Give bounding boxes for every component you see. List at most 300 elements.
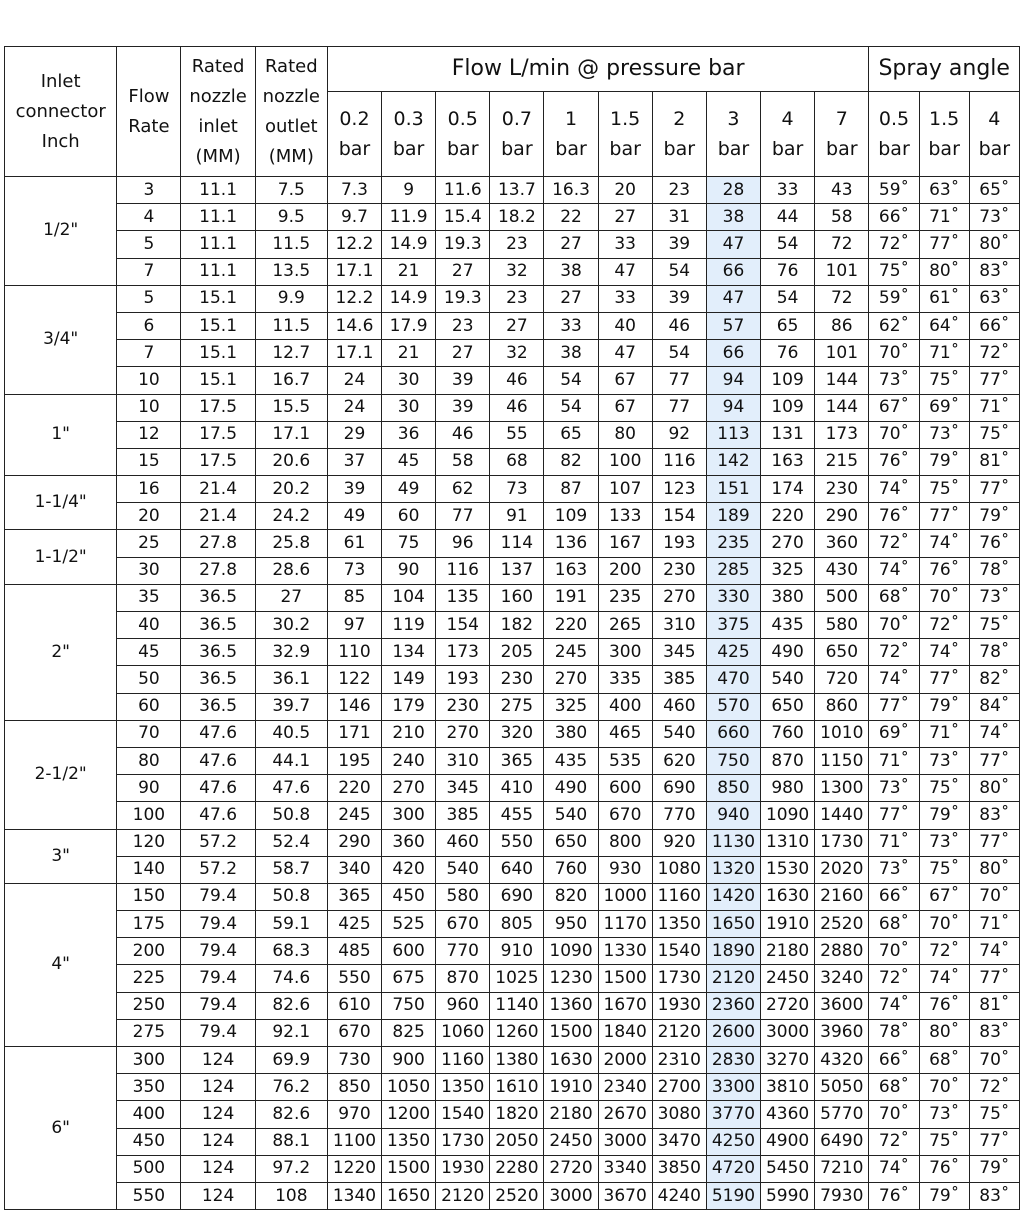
spray-angle-cell: 70˚	[869, 340, 919, 367]
spray-angle-cell: 82˚	[969, 666, 1019, 693]
flow-cell: 1910	[544, 1074, 598, 1101]
flow-cell: 29	[327, 421, 381, 448]
rated-outlet-cell: 50.8	[255, 802, 327, 829]
flow-cell: 1230	[544, 965, 598, 992]
spray-angle-cell: 72˚	[919, 938, 969, 965]
spray-angle-cell: 70˚	[919, 1074, 969, 1101]
flow-cell: 2180	[761, 938, 815, 965]
rated-outlet-cell: 28.6	[255, 557, 327, 584]
flow-cell: 90	[382, 557, 436, 584]
spray-angle-cell: 79˚	[919, 448, 969, 475]
header-spray-pressure: 1.5 bar	[919, 92, 969, 177]
spray-angle-cell: 70˚	[969, 883, 1019, 910]
flow-cell: 540	[436, 856, 490, 883]
rated-inlet-cell: 124	[181, 1047, 255, 1074]
flow-cell: 800	[598, 829, 652, 856]
flow-cell: 32	[490, 258, 544, 285]
flow-cell: 109	[544, 503, 598, 530]
rated-inlet-cell: 15.1	[181, 312, 255, 339]
flow-cell: 420	[382, 856, 436, 883]
flow-cell: 191	[544, 584, 598, 611]
flow-cell: 3080	[652, 1101, 706, 1128]
flow-cell: 163	[761, 448, 815, 475]
flow-cell: 44	[761, 204, 815, 231]
spray-angle-cell: 75˚	[919, 476, 969, 503]
flow-cell: 310	[436, 747, 490, 774]
spray-angle-cell: 80˚	[969, 856, 1019, 883]
flow-cell: 720	[815, 666, 869, 693]
spray-angle-cell: 84˚	[969, 693, 1019, 720]
flow-cell: 109	[761, 367, 815, 394]
flow-cell: 770	[436, 938, 490, 965]
spray-angle-cell: 67˚	[919, 883, 969, 910]
spray-angle-cell: 80˚	[919, 1019, 969, 1046]
flow-cell: 27	[598, 204, 652, 231]
rated-outlet-cell: 74.6	[255, 965, 327, 992]
flow-cell: 77	[436, 503, 490, 530]
flow-cell: 340	[327, 856, 381, 883]
flow-cell: 72	[815, 231, 869, 258]
flow-cell: 4720	[706, 1155, 760, 1182]
flow-rate-cell: 450	[117, 1128, 181, 1155]
table-row	[5, 1101, 1020, 1128]
rated-outlet-cell: 16.7	[255, 367, 327, 394]
flow-cell: 5450	[761, 1155, 815, 1182]
table-row	[5, 503, 1020, 530]
flow-cell: 760	[544, 856, 598, 883]
flow-cell: 425	[706, 639, 760, 666]
flow-cell: 270	[652, 584, 706, 611]
table-row	[5, 856, 1020, 883]
flow-cell: 3960	[815, 1019, 869, 1046]
flow-cell: 27	[436, 340, 490, 367]
spray-angle-cell: 72˚	[869, 530, 919, 557]
flow-cell: 345	[436, 775, 490, 802]
spray-angle-cell: 80˚	[969, 775, 1019, 802]
flow-cell: 36	[382, 421, 436, 448]
flow-cell: 270	[544, 666, 598, 693]
flow-cell: 1420	[706, 883, 760, 910]
flow-cell: 72	[815, 285, 869, 312]
flow-cell: 13.7	[490, 177, 544, 204]
table-row	[5, 394, 1020, 421]
flow-cell: 465	[598, 720, 652, 747]
flow-cell: 11.9	[382, 204, 436, 231]
flow-cell: 21	[382, 258, 436, 285]
spray-angle-cell: 75˚	[919, 775, 969, 802]
flow-cell: 490	[761, 639, 815, 666]
rated-inlet-cell: 11.1	[181, 204, 255, 231]
flow-cell: 1025	[490, 965, 544, 992]
flow-cell: 2340	[598, 1074, 652, 1101]
rated-outlet-cell: 76.2	[255, 1074, 327, 1101]
flow-cell: 320	[490, 720, 544, 747]
rated-inlet-cell: 79.4	[181, 938, 255, 965]
spray-angle-cell: 76˚	[869, 448, 919, 475]
rated-inlet-cell: 57.2	[181, 856, 255, 883]
flow-cell: 2120	[652, 1019, 706, 1046]
rated-outlet-cell: 9.9	[255, 285, 327, 312]
spray-angle-cell: 77˚	[969, 829, 1019, 856]
inlet-connector-cell: 2"	[5, 584, 117, 720]
table-row	[5, 476, 1020, 503]
flow-cell: 97	[327, 612, 381, 639]
flow-cell: 133	[598, 503, 652, 530]
spray-angle-cell: 59˚	[869, 285, 919, 312]
flow-cell: 1820	[490, 1101, 544, 1128]
spray-angle-cell: 70˚	[869, 1101, 919, 1128]
flow-cell: 55	[490, 421, 544, 448]
flow-cell: 66	[706, 258, 760, 285]
flow-cell: 600	[598, 775, 652, 802]
flow-cell: 61	[327, 530, 381, 557]
flow-cell: 3270	[761, 1047, 815, 1074]
flow-cell: 230	[815, 476, 869, 503]
flow-cell: 265	[598, 612, 652, 639]
spray-angle-cell: 68˚	[869, 1074, 919, 1101]
flow-cell: 173	[815, 421, 869, 448]
rated-inlet-cell: 79.4	[181, 1019, 255, 1046]
flow-cell: 435	[761, 612, 815, 639]
rated-outlet-cell: 20.2	[255, 476, 327, 503]
flow-cell: 1630	[761, 883, 815, 910]
flow-cell: 1360	[544, 992, 598, 1019]
flow-cell: 1080	[652, 856, 706, 883]
flow-rate-cell: 16	[117, 476, 181, 503]
flow-cell: 7930	[815, 1182, 869, 1209]
flow-cell: 860	[815, 693, 869, 720]
flow-cell: 116	[436, 557, 490, 584]
inlet-connector-cell: 2-1/2"	[5, 720, 117, 829]
flow-cell: 540	[761, 666, 815, 693]
flow-cell: 189	[706, 503, 760, 530]
flow-cell: 3670	[598, 1182, 652, 1209]
spray-angle-cell: 78˚	[969, 557, 1019, 584]
flow-rate-cell: 35	[117, 584, 181, 611]
flow-cell: 650	[544, 829, 598, 856]
flow-cell: 290	[815, 503, 869, 530]
rated-inlet-cell: 27.8	[181, 557, 255, 584]
table-row	[5, 1047, 1020, 1074]
spray-angle-cell: 66˚	[869, 883, 919, 910]
flow-cell: 3000	[761, 1019, 815, 1046]
flow-cell: 235	[706, 530, 760, 557]
flow-cell: 270	[382, 775, 436, 802]
flow-cell: 2000	[598, 1047, 652, 1074]
flow-cell: 920	[652, 829, 706, 856]
flow-cell: 1500	[544, 1019, 598, 1046]
flow-cell: 30	[382, 394, 436, 421]
flow-cell: 54	[544, 367, 598, 394]
table-row	[5, 1074, 1020, 1101]
flow-cell: 179	[382, 693, 436, 720]
flow-cell: 4240	[652, 1182, 706, 1209]
table-row	[5, 992, 1020, 1019]
flow-cell: 62	[436, 476, 490, 503]
flow-cell: 230	[436, 693, 490, 720]
flow-cell: 14.9	[382, 285, 436, 312]
spray-angle-cell: 77˚	[869, 693, 919, 720]
flow-cell: 2720	[544, 1155, 598, 1182]
spray-angle-cell: 77˚	[869, 802, 919, 829]
rated-inlet-cell: 15.1	[181, 340, 255, 367]
spray-angle-cell: 62˚	[869, 312, 919, 339]
header-pressure: 0.7 bar	[490, 92, 544, 177]
flow-cell: 1610	[490, 1074, 544, 1101]
rated-outlet-cell: 13.5	[255, 258, 327, 285]
rated-outlet-cell: 108	[255, 1182, 327, 1209]
flow-cell: 39	[436, 367, 490, 394]
spray-angle-cell: 72˚	[869, 1128, 919, 1155]
flow-cell: 77	[652, 394, 706, 421]
flow-cell: 1440	[815, 802, 869, 829]
inlet-connector-cell: 4"	[5, 883, 117, 1046]
spray-angle-cell: 73˚	[869, 856, 919, 883]
flow-cell: 40	[598, 312, 652, 339]
flow-rate-cell: 5	[117, 285, 181, 312]
flow-cell: 7210	[815, 1155, 869, 1182]
flow-cell: 210	[382, 720, 436, 747]
flow-cell: 360	[382, 829, 436, 856]
flow-cell: 460	[436, 829, 490, 856]
flow-cell: 670	[436, 911, 490, 938]
flow-cell: 730	[327, 1047, 381, 1074]
flow-cell: 1100	[327, 1128, 381, 1155]
rated-outlet-cell: 50.8	[255, 883, 327, 910]
spray-angle-cell: 63˚	[969, 285, 1019, 312]
table-row	[5, 367, 1020, 394]
flow-cell: 12.2	[327, 285, 381, 312]
flow-cell: 240	[382, 747, 436, 774]
flow-cell: 14.6	[327, 312, 381, 339]
flow-cell: 2830	[706, 1047, 760, 1074]
flow-cell: 16.3	[544, 177, 598, 204]
flow-cell: 1050	[382, 1074, 436, 1101]
flow-cell: 122	[327, 666, 381, 693]
flow-cell: 27	[436, 258, 490, 285]
flow-cell: 47	[598, 258, 652, 285]
flow-cell: 570	[706, 693, 760, 720]
flow-cell: 2180	[544, 1101, 598, 1128]
rated-inlet-cell: 79.4	[181, 992, 255, 1019]
spray-angle-cell: 77˚	[919, 666, 969, 693]
header-pressure: 0.3 bar	[382, 92, 436, 177]
flow-cell: 820	[544, 883, 598, 910]
header-pressure: 0.5 bar	[436, 92, 490, 177]
flow-cell: 3600	[815, 992, 869, 1019]
rated-outlet-cell: 32.9	[255, 639, 327, 666]
rated-inlet-cell: 21.4	[181, 503, 255, 530]
flow-cell: 940	[706, 802, 760, 829]
flow-cell: 82	[544, 448, 598, 475]
flow-cell: 173	[436, 639, 490, 666]
flow-cell: 46	[490, 394, 544, 421]
flow-cell: 47	[706, 285, 760, 312]
flow-rate-cell: 150	[117, 883, 181, 910]
spray-angle-cell: 72˚	[869, 231, 919, 258]
rated-inlet-cell: 47.6	[181, 720, 255, 747]
flow-cell: 1350	[382, 1128, 436, 1155]
rated-inlet-cell: 36.5	[181, 693, 255, 720]
rated-outlet-cell: 30.2	[255, 612, 327, 639]
flow-cell: 107	[598, 476, 652, 503]
flow-rate-cell: 250	[117, 992, 181, 1019]
spray-angle-cell: 77˚	[969, 747, 1019, 774]
spray-angle-cell: 69˚	[919, 394, 969, 421]
table-row	[5, 802, 1020, 829]
flow-cell: 65	[761, 312, 815, 339]
flow-cell: 135	[436, 584, 490, 611]
flow-cell: 144	[815, 394, 869, 421]
flow-cell: 220	[761, 503, 815, 530]
spray-angle-cell: 71˚	[919, 720, 969, 747]
flow-cell: 325	[761, 557, 815, 584]
flow-cell: 1170	[598, 911, 652, 938]
spray-angle-cell: 75˚	[919, 1128, 969, 1155]
flow-cell: 54	[652, 340, 706, 367]
table-row	[5, 639, 1020, 666]
flow-cell: 23	[436, 312, 490, 339]
spray-angle-cell: 83˚	[969, 1019, 1019, 1046]
flow-cell: 14.9	[382, 231, 436, 258]
table-row	[5, 911, 1020, 938]
spray-angle-cell: 79˚	[919, 1182, 969, 1209]
flow-cell: 39	[436, 394, 490, 421]
flow-rate-cell: 300	[117, 1047, 181, 1074]
flow-cell: 430	[815, 557, 869, 584]
rated-outlet-cell: 59.1	[255, 911, 327, 938]
rated-inlet-cell: 17.5	[181, 394, 255, 421]
flow-cell: 1910	[761, 911, 815, 938]
flow-cell: 1310	[761, 829, 815, 856]
flow-cell: 39	[652, 231, 706, 258]
flow-cell: 490	[544, 775, 598, 802]
flow-cell: 1330	[598, 938, 652, 965]
flow-cell: 3000	[544, 1182, 598, 1209]
flow-cell: 134	[382, 639, 436, 666]
flow-rate-cell: 350	[117, 1074, 181, 1101]
flow-cell: 23	[490, 231, 544, 258]
flow-cell: 94	[706, 394, 760, 421]
table-row	[5, 883, 1020, 910]
flow-cell: 365	[490, 747, 544, 774]
spray-angle-cell: 70˚	[969, 1047, 1019, 1074]
flow-cell: 580	[436, 883, 490, 910]
flow-cell: 33	[598, 231, 652, 258]
flow-cell: 750	[706, 747, 760, 774]
spray-angle-cell: 73˚	[869, 367, 919, 394]
flow-cell: 43	[815, 177, 869, 204]
flow-cell: 1670	[598, 992, 652, 1019]
spray-angle-cell: 76˚	[919, 557, 969, 584]
flow-cell: 27	[490, 312, 544, 339]
flow-cell: 46	[490, 367, 544, 394]
rated-inlet-cell: 124	[181, 1155, 255, 1182]
spray-angle-cell: 77˚	[919, 231, 969, 258]
flow-cell: 171	[327, 720, 381, 747]
rated-outlet-cell: 11.5	[255, 312, 327, 339]
flow-cell: 300	[598, 639, 652, 666]
table-row	[5, 285, 1020, 312]
flow-cell: 23	[652, 177, 706, 204]
flow-cell: 460	[652, 693, 706, 720]
rated-outlet-cell: 11.5	[255, 231, 327, 258]
flow-cell: 114	[490, 530, 544, 557]
flow-cell: 60	[382, 503, 436, 530]
flow-rate-cell: 12	[117, 421, 181, 448]
flow-cell: 2880	[815, 938, 869, 965]
table-row	[5, 1019, 1020, 1046]
spray-angle-cell: 76˚	[919, 1155, 969, 1182]
header-flow-rate: Flow Rate	[117, 47, 181, 177]
rated-outlet-cell: 17.1	[255, 421, 327, 448]
flow-cell: 2360	[706, 992, 760, 1019]
flow-cell: 1200	[382, 1101, 436, 1128]
flow-cell: 535	[598, 747, 652, 774]
flow-cell: 46	[436, 421, 490, 448]
flow-cell: 620	[652, 747, 706, 774]
flow-rate-cell: 120	[117, 829, 181, 856]
flow-cell: 2120	[706, 965, 760, 992]
flow-cell: 2700	[652, 1074, 706, 1101]
spray-angle-cell: 79˚	[969, 1155, 1019, 1182]
flow-cell: 109	[761, 394, 815, 421]
inlet-connector-cell: 1-1/4"	[5, 476, 117, 530]
spray-angle-cell: 75˚	[969, 612, 1019, 639]
flow-cell: 27	[544, 231, 598, 258]
rated-inlet-cell: 124	[181, 1128, 255, 1155]
flow-cell: 670	[598, 802, 652, 829]
flow-cell: 870	[761, 747, 815, 774]
flow-cell: 1930	[436, 1155, 490, 1182]
spray-angle-cell: 71˚	[919, 340, 969, 367]
table-row	[5, 1128, 1020, 1155]
flow-cell: 1540	[652, 938, 706, 965]
spray-angle-cell: 77˚	[969, 965, 1019, 992]
flow-cell: 200	[598, 557, 652, 584]
flow-cell: 24	[327, 367, 381, 394]
flow-cell: 4250	[706, 1128, 760, 1155]
flow-cell: 9.7	[327, 204, 381, 231]
flow-rate-cell: 50	[117, 666, 181, 693]
flow-cell: 215	[815, 448, 869, 475]
spray-angle-cell: 72˚	[919, 612, 969, 639]
rated-outlet-cell: 58.7	[255, 856, 327, 883]
flow-cell: 770	[652, 802, 706, 829]
header-inlet-connector: Inlet connector Inch	[5, 47, 117, 177]
flow-cell: 385	[652, 666, 706, 693]
flow-cell: 270	[761, 530, 815, 557]
flow-cell: 101	[815, 258, 869, 285]
spray-angle-cell: 70˚	[919, 911, 969, 938]
flow-cell: 3770	[706, 1101, 760, 1128]
spray-angle-cell: 66˚	[869, 1047, 919, 1074]
flow-cell: 101	[815, 340, 869, 367]
flow-cell: 104	[382, 584, 436, 611]
flow-cell: 640	[490, 856, 544, 883]
flow-cell: 85	[327, 584, 381, 611]
flow-cell: 980	[761, 775, 815, 802]
flow-rate-cell: 40	[117, 612, 181, 639]
rated-inlet-cell: 79.4	[181, 965, 255, 992]
spray-angle-cell: 73˚	[969, 204, 1019, 231]
flow-rate-cell: 30	[117, 557, 181, 584]
flow-cell: 3470	[652, 1128, 706, 1155]
flow-cell: 39	[327, 476, 381, 503]
flow-cell: 163	[544, 557, 598, 584]
flow-cell: 30	[382, 367, 436, 394]
flow-cell: 87	[544, 476, 598, 503]
